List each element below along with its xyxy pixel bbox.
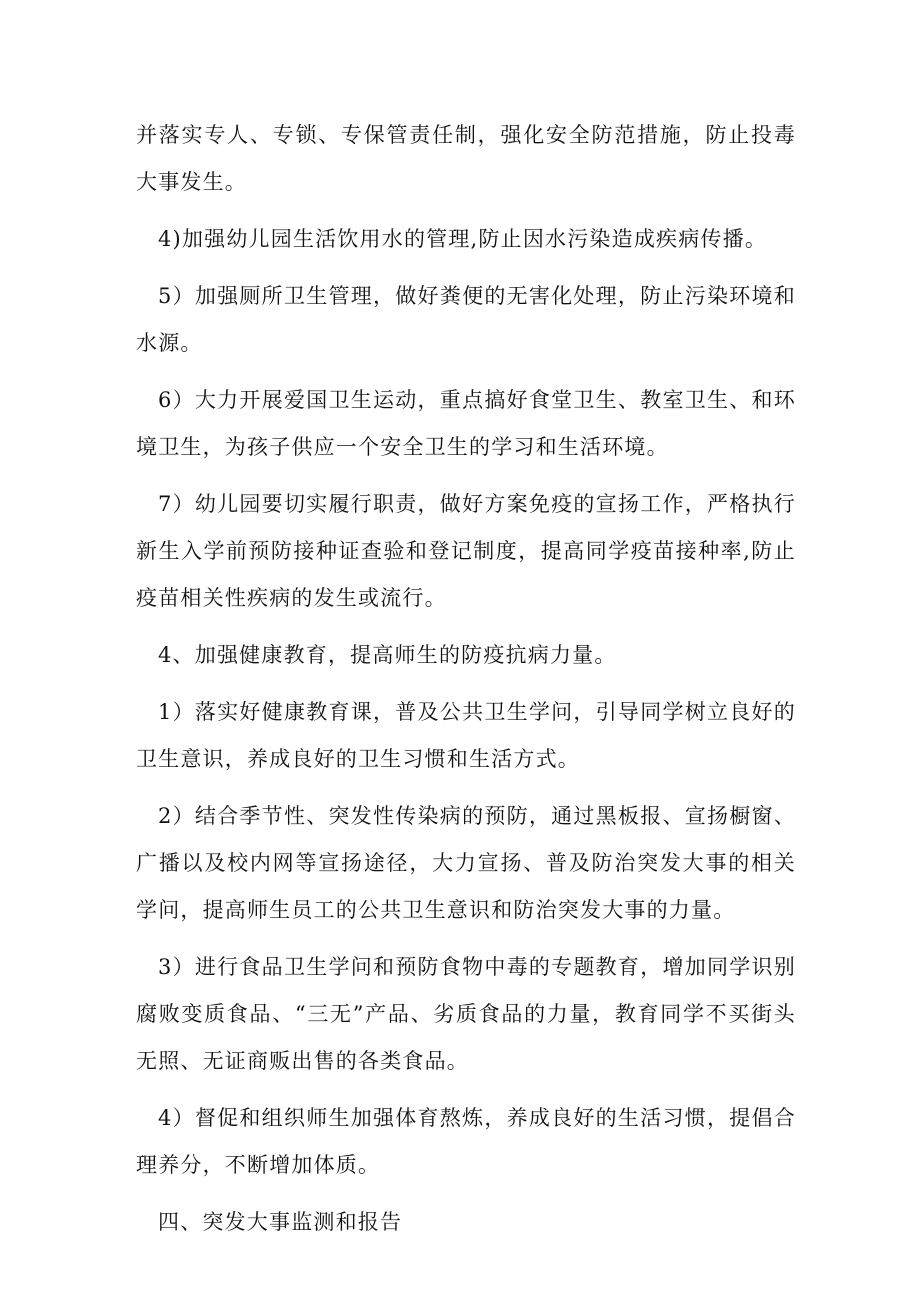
section-heading-monitoring: 四、突发大事监测和报告 [158,1210,403,1234]
paragraph-item-1-health-class: 1）落实好健康教育课，普及公共卫生学问，引导同学树立良好的卫生意识，养成良好的卫生习惯和生活方式。 [136,700,796,771]
paragraph-item-4-water: 4)加强幼儿园生活饮用水的管理,防止因水污染造成疾病传播。 [158,227,768,251]
paragraph-item-5-toilet: 5）加强厕所卫生管理，做好粪便的无害化处理，防止污染环境和水源。 [136,284,796,355]
document-body [136,112,796,1256]
paragraph-continuation: 并落实专人、专锁、专保管责任制，强化安全防范措施，防止投毒大事发生。 [136,123,796,194]
paragraph-item-7-vaccination: 7）幼儿园要切实履行职责，做好方案免疫的宣扬工作，严格执行新生入学前预防接种证查验和登记制度，提高同学疫苗接种率,防止疫苗相关性疾病的发生或流行。 [136,492,796,610]
section-heading-health-education: 4、加强健康教育，提高师生的防疫抗病力量。 [158,643,617,667]
paragraph-item-3-food-safety: 3）进行食品卫生学问和预防食物中毒的专题教育，增加同学识别腐败变质食品、“三无”产品、劣质食品的力量，教育同学不买街头无照、无证商贩出售的各类食品。 [136,955,796,1073]
paragraph-item-6-hygiene-campaign: 6）大力开展爱国卫生运动，重点搞好食堂卫生、教室卫生、和环境卫生，为孩子供应一个安全卫生的学习和生活环境。 [136,388,796,459]
paragraph-item-2-publicity: 2）结合季节性、突发性传染病的预防，通过黑板报、宣扬橱窗、广播以及校内网等宣扬途径，大力宣扬、普及防治突发大事的相关学问，提高师生员工的公共卫生意识和防治突发大事的力量。 [136,804,796,922]
paragraph-item-4-exercise: 4）督促和组织师生加强体育熬炼，养成良好的生活习惯，提倡合理养分，不断增加体质。 [136,1106,796,1177]
